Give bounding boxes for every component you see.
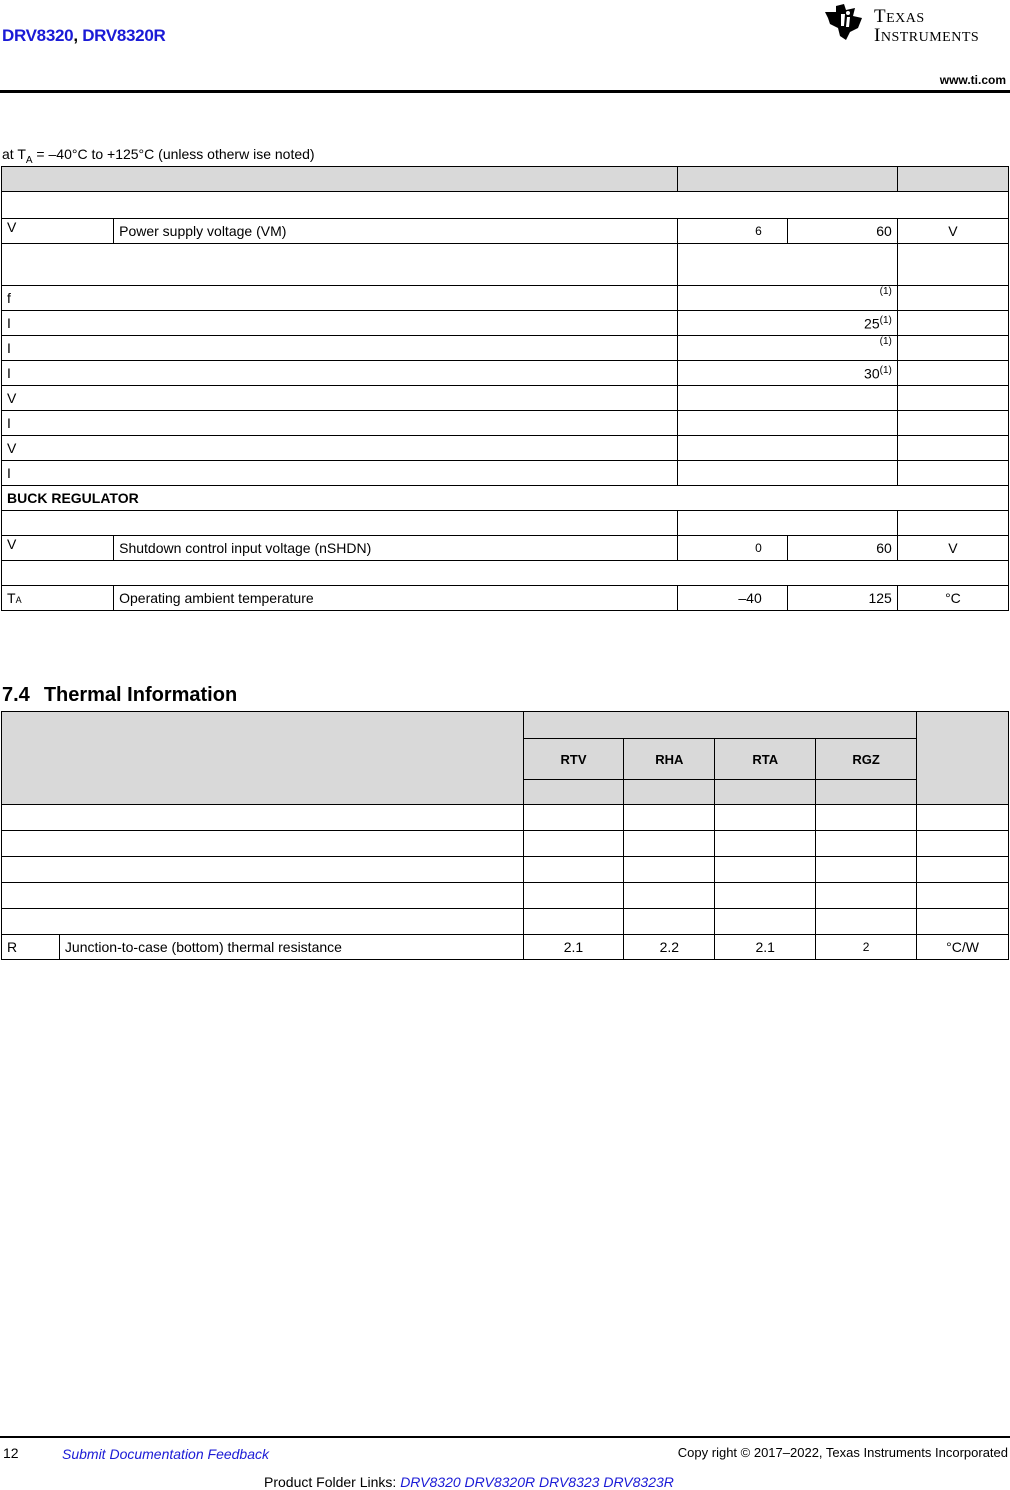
ti-logo-icon [822, 2, 868, 42]
table-row [2, 411, 1009, 436]
symbol-cell: I [2, 461, 678, 486]
conditions-prefix: at T [2, 146, 26, 162]
document-title [2, 26, 165, 46]
max-cell: 125 [787, 586, 897, 611]
symbol-cell: I [2, 336, 678, 361]
section-heading [2, 684, 237, 707]
section-number: 7.4 [2, 684, 30, 706]
value-cell: 2.1 [523, 935, 624, 960]
min-cell: –40 [677, 586, 787, 611]
ti-logo-text: TEXAS INSTRUMENTS [874, 6, 980, 46]
table-row [2, 486, 1009, 511]
product-link[interactable]: DRV8320 [400, 1474, 461, 1490]
value-cell: 2.2 [624, 935, 715, 960]
thermal-table [1, 711, 1009, 960]
max-cell: 60 [787, 219, 897, 244]
part-number-link[interactable]: DRV8320 [2, 26, 74, 45]
value-cell: 2 [816, 935, 917, 960]
conditions-subscript: A [25, 154, 33, 166]
table-row [2, 536, 1009, 561]
table-row [2, 386, 1009, 411]
unit-cell: °C/W [917, 935, 1009, 960]
description-cell: Shutdown control input voltage (nSHDN) [114, 536, 678, 561]
description-cell: Junction-to-case (bottom) thermal resistance [59, 935, 523, 960]
table-header-row [2, 167, 1009, 192]
unit-cell: °C [897, 586, 1008, 611]
footnote-ref[interactable]: (1) [879, 336, 892, 347]
table-row [2, 219, 1009, 244]
recommended-conditions-table [1, 166, 1009, 611]
product-link[interactable]: DRV8323R [603, 1474, 674, 1490]
part-number-link[interactable]: DRV8320R [82, 26, 166, 45]
unit-cell: V [897, 536, 1008, 561]
max-cell: 60 [787, 536, 897, 561]
site-link[interactable]: www.ti.com [939, 73, 1006, 87]
header-cell [897, 167, 1008, 192]
section-title: Thermal Information [43, 684, 238, 706]
symbol-cell: I [2, 311, 678, 336]
min-cell: 6 [677, 219, 787, 244]
header-cell [677, 167, 897, 192]
table-row [2, 883, 1009, 909]
symbol-cell: TA [2, 586, 114, 611]
description-cell: Operating ambient temperature [114, 586, 678, 611]
table-row [2, 436, 1009, 461]
section-row-label: BUCK REGULATOR [2, 486, 1009, 511]
table-row [2, 461, 1009, 486]
package-header: RTA [715, 739, 816, 780]
feedback-link[interactable]: Submit Documentation Feedback [62, 1446, 269, 1462]
description-cell: Power supply voltage (VM) [114, 219, 678, 244]
symbol-cell: V [2, 386, 678, 411]
product-link[interactable]: DRV8320R [464, 1474, 536, 1490]
footnote-ref[interactable]: (1) [879, 364, 892, 376]
max-cell: 25 [864, 315, 880, 332]
ti-logo [822, 2, 1006, 46]
table-row [2, 244, 1009, 286]
table-row [2, 857, 1009, 883]
copyright-text: Copy right © 2017–2022, Texas Instruments Incorporated [677, 1445, 1008, 1460]
header-cell [2, 167, 678, 192]
links-label: Product Folder Links: [264, 1474, 397, 1490]
footer-divider [0, 1436, 1010, 1438]
conditions-note [2, 146, 315, 166]
conditions-suffix: = –40°C to +125°C (unless otherw ise noted) [32, 146, 315, 162]
table-row [2, 935, 1009, 960]
max-cell: 30 [864, 365, 880, 382]
table-row [2, 909, 1009, 935]
product-folder-links [264, 1474, 674, 1490]
header-cell [2, 712, 524, 805]
package-header: RGZ [816, 739, 917, 780]
min-cell: 0 [677, 536, 787, 561]
table-header-row [2, 712, 1009, 739]
table-row [2, 511, 1009, 536]
table-row [2, 336, 1009, 361]
header-cell [917, 712, 1009, 805]
table-row [2, 192, 1009, 219]
table-row [2, 586, 1009, 611]
symbol-cell: R [2, 935, 60, 960]
package-header: RTV [523, 739, 624, 780]
product-link[interactable]: DRV8323 [538, 1474, 600, 1490]
table-row [2, 805, 1009, 831]
table-row [2, 311, 1009, 336]
value-cell: 2.1 [715, 935, 816, 960]
symbol-cell: I [2, 361, 678, 386]
footnote-ref[interactable]: (1) [879, 286, 892, 297]
page-number: 12 [3, 1445, 19, 1461]
table-row [2, 561, 1009, 586]
table-row [2, 286, 1009, 311]
symbol-cell: V [2, 436, 678, 461]
symbol-cell: f [2, 286, 678, 311]
table-row [2, 361, 1009, 386]
unit-cell: V [897, 219, 1008, 244]
header-divider [0, 90, 1010, 93]
symbol-cell: V [2, 536, 114, 561]
symbol-cell: I [2, 411, 678, 436]
table-row [2, 831, 1009, 857]
symbol-cell: V [2, 219, 114, 244]
footnote-ref[interactable]: (1) [879, 314, 892, 326]
package-header: RHA [624, 739, 715, 780]
title-separator: , [73, 26, 78, 45]
header-cell [523, 712, 916, 739]
